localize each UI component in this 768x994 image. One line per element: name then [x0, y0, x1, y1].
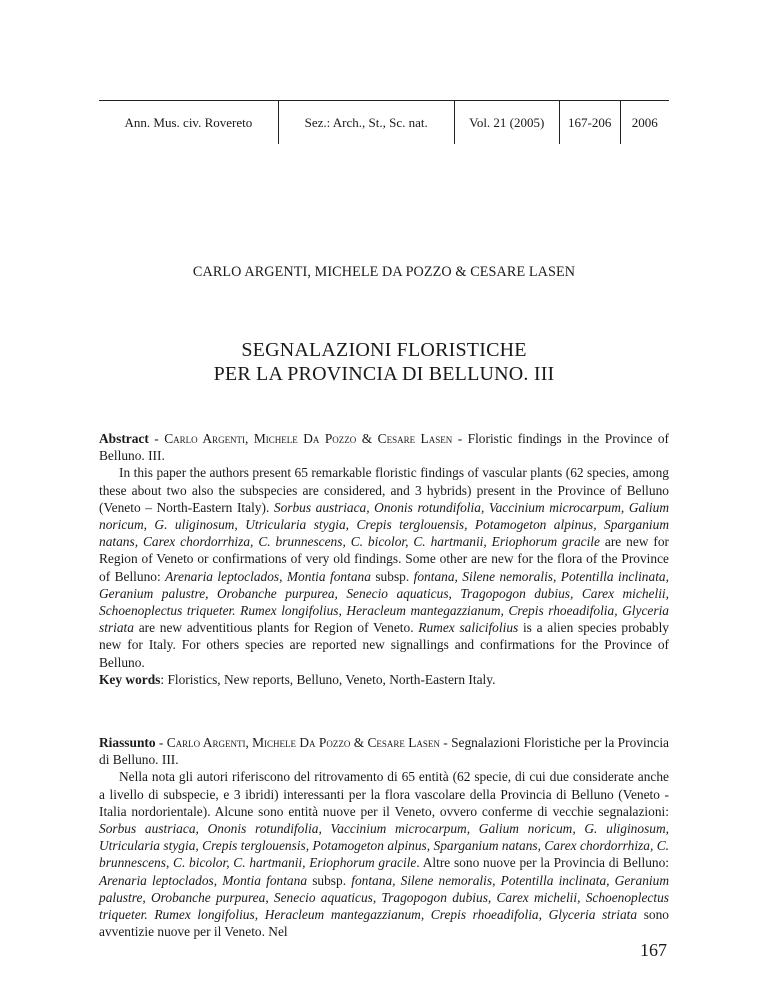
abstract-authors: Carlo Argenti, Michele Da Pozzo & Cesare Lasen	[164, 431, 453, 446]
journal-name: Ann. Mus. civ. Rovereto	[99, 101, 278, 145]
paper-title	[0, 338, 768, 386]
title-line-2: PER LA PROVINCIA DI BELLUNO. III	[213, 363, 555, 385]
journal-section: Sez.: Arch., St., Sc. nat.	[278, 101, 454, 145]
journal-year: 2006	[631, 114, 658, 130]
journal-volume: Vol. 21 (2005)	[454, 101, 559, 145]
journal-pages: 167-206	[559, 101, 620, 145]
title-line-1: SEGNALAZIONI FLORISTICHE	[241, 339, 527, 361]
keywords-value: : Floristics, New reports, Belluno, Veneto, North-Eastern Italy.	[160, 671, 496, 687]
journal-header	[99, 100, 669, 144]
riassunto-label: Riassunto	[99, 735, 156, 750]
riassunto-authors: Carlo Argenti, Michele Da Pozzo & Cesare Lasen	[166, 735, 440, 750]
authors-line: CARLO ARGENTI, MICHELE DA POZZO & CESARE LASEN	[192, 264, 576, 280]
keywords-line	[99, 671, 669, 688]
riassunto-heading: - Segnalazioni Floristiche per la Provincia di Belluno. III.	[99, 735, 669, 768]
abstract-heading: - Floristic findings in the Province of Belluno. III.	[99, 431, 669, 464]
abstract-species-region: Sorbus austriaca, Ononis rotundifolia, Vaccinium microcarpum, Galium noricum, G. uliginosum, Utricularia stygia, Crepis terglouensis, Potamogeton alpinus, Sparganium natans, Carex chordorrhiza, C. brunnescens, C. bicolor, C. hartmanii, Eriophorum gracile	[99, 499, 669, 550]
keywords-label: Key words	[99, 671, 161, 687]
abstract-label: Abstract	[99, 431, 149, 446]
riassunto-section: Riassunto - Carlo Argenti, Michele Da Pozzo & Cesare Lasen - Segnalazioni Floristiche per la Provincia di Belluno. III. Nella nota gli autori riferiscono del ritrovamento di 65 entità (62 specie, di cui due considerate anche a livello di subspecie, e 3 ibridi) interessanti per la flora vascolare della Provincia di Belluno (Veneto - Italia nordorientale). Alcune sono entità nuove per il Veneto, ovvero conferme di vecchie segnalazioni: Sorbus austriaca, Ononis rotundifolia, Vaccinium microcarpum, Galium noricum, G. uliginosum, Utricularia stygia, Crepis terglouensis, Potamogeton alpinus, Sparganium natans, Carex chordorrhiza, C. brunnescens, C. bicolor, C. hartmanii, Eriophorum gracile. Altre sono nuove per la Provincia di Belluno: Arenaria leptoclados, Montia fontana subsp. fontana, Silene nemoralis, Potentilla inclinata, Geranium palustre, Orobanche purpurea, Senecio aquaticus, Tragopogon dubius, Carex michelii, Schoenoplectus triqueter. Rumex longifolius, Heracleum mantegazzianum, Crepis rhoeadifolia, Glyceria striata sono avventizie nuove per il Veneto. Nel	[99, 735, 670, 940]
abstract-body: In this paper the authors present 65 remarkable floristic findings of vascular plants (62 species, among these about two also the subspecies are considered, and 3 hybrids) present in the Province of Belluno (Veneto – North-Eastern Italy). Sorbus austriaca, Ononis rotundifolia, Vaccinium microcarpum, Galium noricum, G. uliginosum, Utricularia stygia, Crepis terglouensis, Potamogeton alpinus, Sparganium natans, Carex chordorrhiza, C. brunnescens, C. bicolor, C. hartmanii, Eriophorum gracile are new for Region of Veneto or confirmations of very old findings. Some other are new for the flora of the Province of Belluno: Arenaria leptoclados, Montia fontana subsp. fontana, Silene nemoralis, Potentilla inclinata, Geranium palustre, Orobanche purpurea, Senecio aquaticus, Tragopogon dubius, Carex michelii, Schoenoplectus triqueter. Rumex longifolius, Heracleum mantegazzianum, Crepis rhoeadifolia, Glyceria striata are new adventitious plants for Region of Veneto. Rumex salicifolius is a alien species probably new for Italy. For others species are reported new signallings and confirmations for the Province of Belluno.	[99, 465, 670, 670]
page-number: 167	[640, 940, 667, 960]
abstract-section: Abstract - Carlo Argenti, Michele Da Pozzo & Cesare Lasen - Floristic findings in the Province of Belluno. III. In this paper the authors present 65 remarkable floristic findings of vascular plants (62 species, among these about two also the subspecies are considered, and 3 hybrids) present in the Province of Belluno (Veneto – North-Eastern Italy). Sorbus austriaca, Ononis rotundifolia, Vaccinium microcarpum, Galium noricum, G. uliginosum, Utricularia stygia, Crepis terglouensis, Potamogeton alpinus, Sparganium natans, Carex chordorrhiza, C. brunnescens, C. bicolor, C. hartmanii, Eriophorum gracile are new for Region of Veneto or confirmations of very old findings. Some other are new for the flora of the Province of Belluno: Arenaria leptoclados, Montia fontana subsp. fontana, Silene nemoralis, Potentilla inclinata, Geranium palustre, Orobanche purpurea, Senecio aquaticus, Tragopogon dubius, Carex michelii, Schoenoplectus triqueter. Rumex longifolius, Heracleum mantegazzianum, Crepis rhoeadifolia, Glyceria striata are new adventitious plants for Region of Veneto. Rumex salicifolius is a alien species probably new for Italy. For others species are reported new signallings and confirmations for the Province of Belluno. Key words: Floristics, New reports, Belluno, Veneto, North-Eastern Italy.	[99, 431, 670, 687]
riassunto-body: Nella nota gli autori riferiscono del ritrovamento di 65 entità (62 specie, di cui due considerate anche a livello di subspecie, e 3 ibridi) interessanti per la flora vascolare della Provincia di Belluno (Veneto - Italia nordorientale). Alcune sono entità nuove per il Veneto, ovvero conferme di vecchie segnalazioni: Sorbus austriaca, Ononis rotundifolia, Vaccinium microcarpum, Galium noricum, G. uliginosum, Utricularia stygia, Crepis terglouensis, Potamogeton alpinus, Sparganium natans, Carex chordorrhiza, C. brunnescens, C. bicolor, C. hartmanii, Eriophorum gracile. Altre sono nuove per la Provincia di Belluno: Arenaria leptoclados, Montia fontana subsp. fontana, Silene nemoralis, Potentilla inclinata, Geranium palustre, Orobanche purpurea, Senecio aquaticus, Tragopogon dubius, Carex michelii, Schoenoplectus triqueter. Rumex longifolius, Heracleum mantegazzianum, Crepis rhoeadifolia, Glyceria striata sono avventizie nuove per il Veneto. Nel	[99, 769, 670, 940]
